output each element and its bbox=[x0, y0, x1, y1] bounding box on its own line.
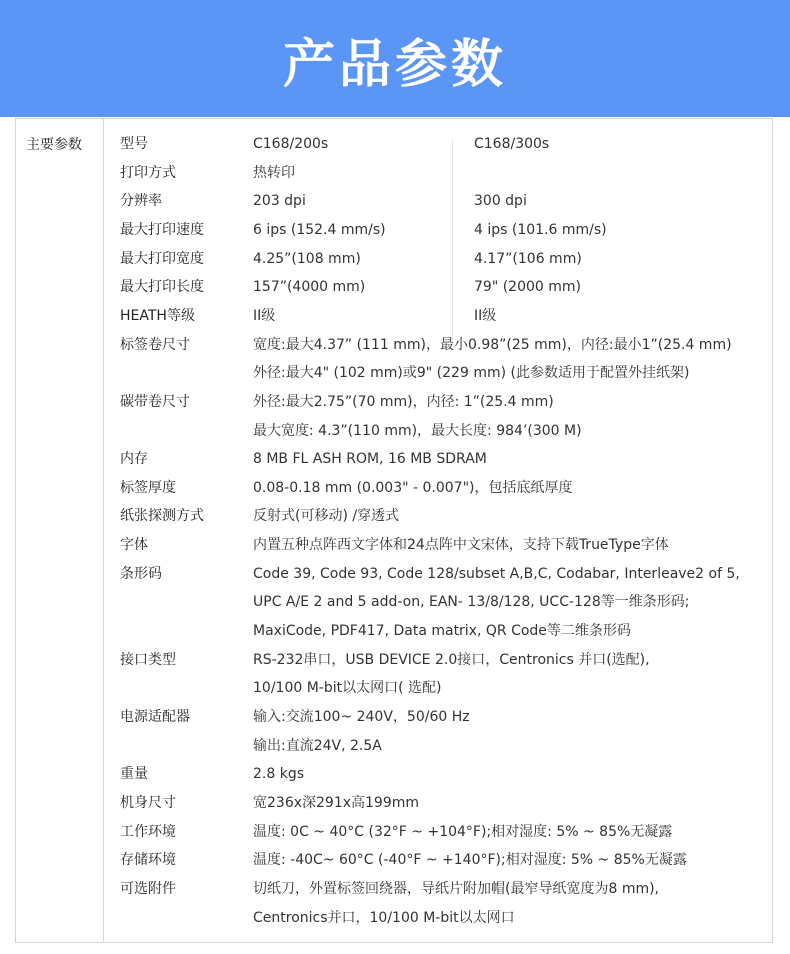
spec-value: 8 MB FL ASH ROM, 16 MB SDRAM bbox=[253, 451, 487, 468]
spec-label: 打印方式 bbox=[120, 164, 176, 181]
spec-label: 接口类型 bbox=[120, 651, 176, 668]
column-divider bbox=[103, 118, 104, 943]
spec-label: HEATH等级 bbox=[120, 307, 195, 324]
section-label: 主要参数 bbox=[26, 137, 82, 153]
model-column-divider bbox=[452, 140, 453, 340]
spec-value: 外径:最大4" (102 mm)或9" (229 mm) (此参数适用于配置外挂纸架) bbox=[253, 365, 690, 382]
spec-value: Code 39, Code 93, Code 128/subset A,B,C, Codabar, Interleave2 of 5, bbox=[253, 565, 740, 582]
spec-value-alt-model: C168/300s bbox=[474, 136, 550, 152]
spec-label: 标签卷尺寸 bbox=[120, 336, 190, 353]
spec-value-alt-model: 4.17”(106 mm) bbox=[474, 250, 582, 267]
spec-label: 机身尺寸 bbox=[120, 794, 176, 811]
spec-label: 存储环境 bbox=[120, 852, 176, 869]
spec-value: 外径:最大2.75”(70 mm)，内径: 1”(25.4 mm) bbox=[253, 393, 554, 410]
spec-value: 203 dpi bbox=[253, 193, 306, 210]
page-title: 产品参数 bbox=[282, 35, 507, 95]
spec-value: 最大宽度: 4.3”(110 mm)，最大长度: 984’(300 M) bbox=[253, 422, 582, 439]
spec-value: 温度: -40C~ 60°C (-40°F ~ +140°F);相对湿度: 5% ~ 85%无凝露 bbox=[253, 852, 687, 869]
spec-value-alt-model: 4 ips (101.6 mm/s) bbox=[474, 221, 607, 238]
spec-value: 宽236x深291x高199mm bbox=[253, 794, 420, 811]
spec-label: 字体 bbox=[120, 537, 148, 554]
spec-value: RS-232串口，USB DEVICE 2.0接口，Centronics 并口(选配), bbox=[253, 651, 650, 668]
spec-label: 碳带卷尺寸 bbox=[120, 393, 190, 410]
spec-label: 型号 bbox=[120, 136, 148, 152]
spec-value: 温度: 0C ~ 40°C (32°F ~ +104°F);相对湿度: 5% ~ 85%无凝露 bbox=[253, 823, 673, 840]
spec-label: 最大打印速度 bbox=[120, 221, 204, 238]
spec-value: 切纸刀，外置标签回绕器，导纸片附加帽(最窄导纸宽度为8 mm), bbox=[253, 880, 660, 897]
spec-value: 4.25”(108 mm) bbox=[253, 250, 361, 267]
spec-label: 标签厚度 bbox=[120, 479, 176, 496]
spec-label: 内存 bbox=[120, 451, 148, 468]
spec-label: 纸张探测方式 bbox=[120, 508, 204, 525]
spec-value: UPC A/E 2 and 5 add-on, EAN- 13/8/128, UCC-128等一维条形码; bbox=[253, 594, 690, 611]
spec-value-alt-model: 300 dpi bbox=[474, 193, 527, 210]
spec-label: 最大打印长度 bbox=[120, 279, 204, 296]
spec-value: 反射式(可移动) /穿透式 bbox=[253, 508, 400, 525]
spec-value: Centronics并口，10/100 M-bit以太网口 bbox=[253, 909, 515, 926]
spec-label: 工作环境 bbox=[120, 823, 176, 840]
header-banner bbox=[0, 0, 790, 117]
spec-value: 0.08-0.18 mm (0.003" - 0.007")，包括底纸厚度 bbox=[253, 479, 573, 496]
spec-label: 最大打印宽度 bbox=[120, 250, 204, 267]
spec-label: 电源适配器 bbox=[120, 709, 190, 725]
spec-value-alt-model: II级 bbox=[474, 307, 497, 324]
spec-value: 输入:交流100~ 240V，50/60 Hz bbox=[253, 709, 470, 725]
spec-value-alt-model: 79" (2000 mm) bbox=[474, 279, 581, 296]
spec-label: 条形码 bbox=[120, 565, 162, 582]
spec-value: 输出:直流24V, 2.5A bbox=[253, 737, 382, 754]
spec-value: 10/100 M-bit以太网口( 选配) bbox=[253, 680, 442, 697]
spec-value: 157”(4000 mm) bbox=[253, 279, 366, 296]
spec-value: 内置五种点阵西文字体和24点阵中文宋体，支持下载TrueType字体 bbox=[253, 537, 669, 554]
spec-value: 热转印 bbox=[253, 164, 295, 181]
spec-value: 2.8 kgs bbox=[253, 766, 305, 783]
spec-value: 6 ips (152.4 mm/s) bbox=[253, 221, 386, 238]
spec-value: MaxiCode, PDF417, Data matrix, QR Code等二维条形码 bbox=[253, 623, 631, 639]
spec-label: 可选附件 bbox=[120, 880, 176, 897]
spec-value: C168/200s bbox=[253, 136, 329, 152]
spec-label: 分辨率 bbox=[120, 193, 162, 210]
spec-table bbox=[15, 118, 773, 943]
spec-value: II级 bbox=[253, 307, 276, 324]
spec-value: 宽度:最大4.37” (111 mm)，最小0.98”(25 mm)，内径:最小1”(25.4 mm) bbox=[253, 336, 732, 353]
spec-label: 重量 bbox=[120, 766, 148, 783]
